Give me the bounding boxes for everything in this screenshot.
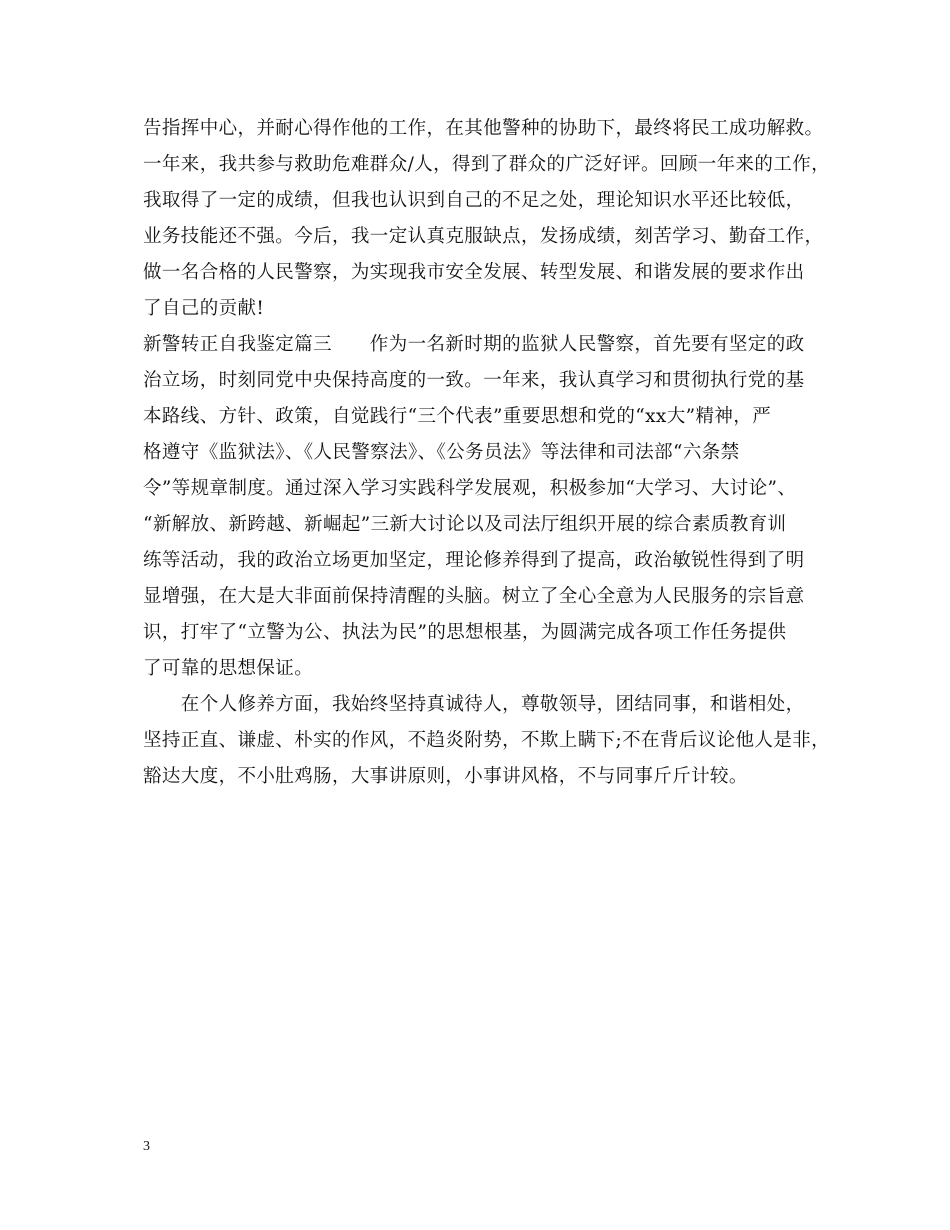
text-line: 一年来，我共参与救助危难群众/人，得到了群众的广泛好评。回顾一年来的工作， [143, 154, 831, 175]
page-number: 3 [143, 1139, 150, 1154]
text-line: 显增强，在大是大非面前保持清醒的头脑。树立了全心全意为人民服务的宗旨意 [143, 586, 805, 607]
text-line: 了可靠的思想保证。 [143, 658, 314, 679]
text-line: 做一名合格的人民警察，为实现我市安全发展、转型发展、和谐发展的要求作出 [143, 262, 805, 283]
text-line: 令”等规章制度。通过深入学习实践科学发展观，积极参加“大学习、大讨论”、 [143, 478, 797, 499]
text-line: “新解放、新跨越、新崛起”三新大讨论以及司法厅组织开展的综合素质教育训 [143, 514, 787, 535]
text-line: 识，打牢了“立警为公、执法为民”的思想根基，为圆满完成各项工作任务提供 [143, 622, 787, 643]
text-line: 豁达大度，不小肚鸡肠，大事讲原则，小事讲风格，不与同事斤斤计较。 [143, 766, 748, 787]
text-line: 坚持正直、谦虚、朴实的作风，不趋炎附势，不欺上瞒下;不在背后议论他人是非， [143, 730, 831, 751]
text-line: 练等活动，我的政治立场更加坚定，理论修养得到了提高，政治敏锐性得到了明 [143, 550, 805, 571]
section-heading-line: 新警转正自我鉴定篇三 作为一名新时期的监狱人民警察，首先要有坚定的政 [143, 334, 805, 355]
text-line: 了自己的贡献! [143, 298, 265, 319]
text-line: 业务技能还不强。今后，我一定认真克服缺点，发扬成绩，刻苦学习、勤奋工作， [143, 226, 824, 247]
paragraph-start-line: 在个人修养方面，我始终坚持真诚待人，尊敬领导，团结同事，和谐相处， [143, 694, 805, 715]
text-line: 格遵守《监狱法》、《人民警察法》、《公务员法》等法律和司法部“六条禁 [143, 442, 740, 463]
text-line: 告指挥中心，并耐心得作他的工作，在其他警种的协助下，最终将民工成功解救。 [143, 118, 824, 139]
text-line: 本路线、方针、政策，自觉践行“三个代表”重要思想和党的“xx大”精神，严 [143, 406, 772, 427]
text-line: 治立场，时刻同党中央保持高度的一致。一年来，我认真学习和贯彻执行党的基 [143, 370, 805, 391]
text-line: 我取得了一定的成绩，但我也认识到自己的不足之处，理论知识水平还比较低， [143, 190, 805, 211]
